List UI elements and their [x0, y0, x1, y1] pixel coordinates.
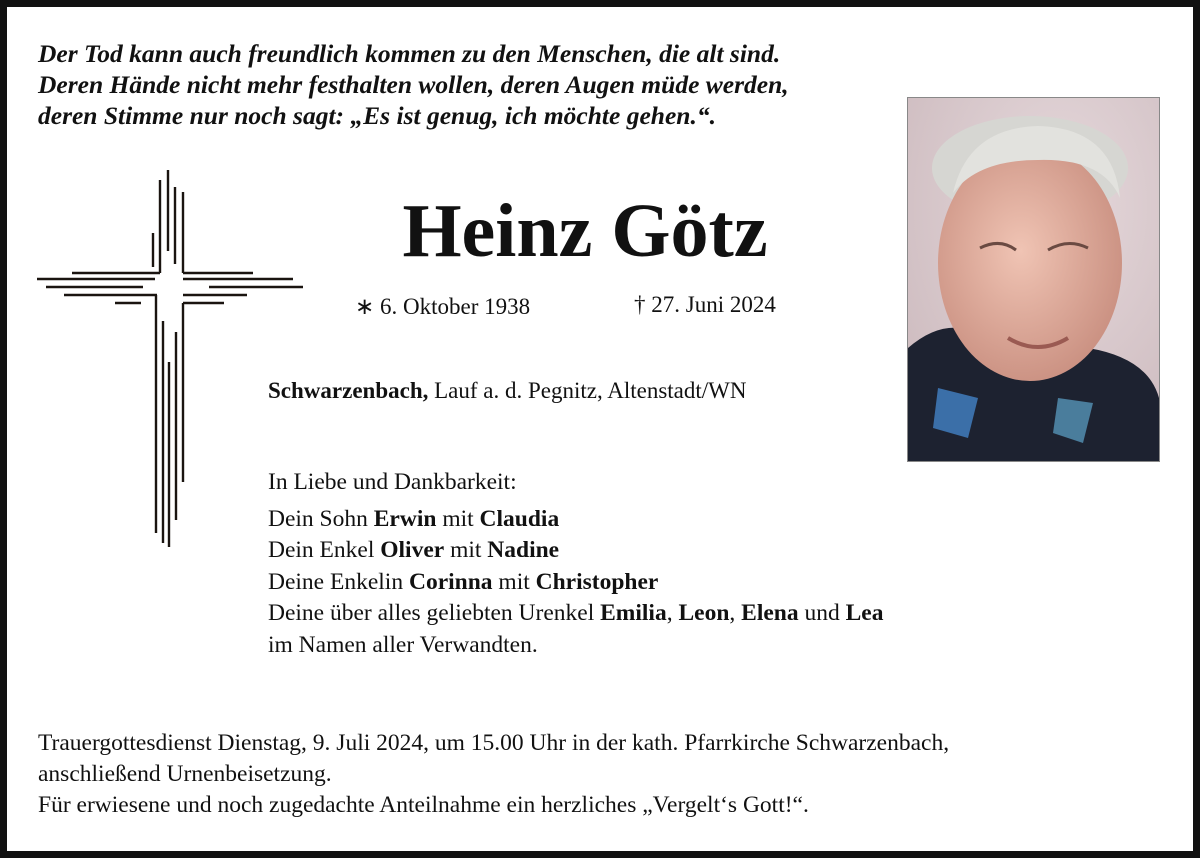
birth-date: ∗ 6. Oktober 1938: [355, 294, 531, 319]
family-text: mit: [492, 568, 536, 595]
family-text: ,: [666, 600, 679, 626]
place-main: Schwarzenbach,: [268, 378, 429, 403]
service-info: [38, 728, 949, 821]
family-text: Deine Enkelin: [268, 568, 409, 595]
family-line: [268, 535, 883, 567]
relative-name: Claudia: [479, 505, 560, 532]
family-line: [268, 504, 883, 536]
footer-line: Für erwiesene und noch zugedachte Anteilnahme ein herzliches „Vergelt‘s Gott!“.: [38, 792, 809, 818]
family-line: [268, 598, 883, 630]
relative-name: Erwin: [373, 505, 437, 532]
relative-name: Oliver: [380, 537, 445, 563]
relative-name: Elena: [741, 600, 799, 626]
place-rest: Lauf a. d. Pegnitz, Altenstadt/WN: [428, 378, 747, 403]
footer-line: anschließend Urnenbeisetzung.: [38, 761, 332, 787]
family-text: im Namen aller Verwandten.: [268, 631, 538, 658]
relative-name: Lea: [845, 600, 884, 626]
relative-name: Christopher: [535, 568, 659, 595]
family-line: [268, 567, 883, 599]
family-text: und: [798, 600, 846, 626]
family-text: mit: [444, 537, 488, 563]
quote-line: deren Stimme nur noch sagt: „Es ist genug, ich möchte gehen.“.: [38, 101, 716, 130]
family-text: Deine über alles geliebten Urenkel: [268, 600, 601, 626]
family-intro: In Liebe und Dankbarkeit:: [268, 469, 517, 495]
family-text: Dein Sohn: [268, 505, 374, 532]
family-text: ,: [729, 600, 742, 626]
quote-line: Der Tod kann auch freundlich kommen zu den Menschen, die alt sind.: [38, 39, 781, 68]
family-list: [268, 467, 883, 661]
deceased-name: Heinz Götz: [402, 189, 768, 273]
places: [268, 378, 746, 404]
death-date: † 27. Juni 2024: [634, 292, 776, 317]
relative-name: Leon: [678, 600, 730, 626]
relative-name: Emilia: [600, 600, 667, 626]
portrait-photo: [907, 97, 1160, 462]
quote-line: Deren Hände nicht mehr festhalten wollen, deren Augen müde werden,: [38, 70, 789, 99]
relative-name: Corinna: [408, 568, 493, 595]
relative-name: Nadine: [487, 537, 560, 563]
family-text: mit: [436, 505, 480, 532]
family-text: Dein Enkel: [268, 537, 381, 563]
footer-line: Trauergottesdienst Dienstag, 9. Juli 2024, um 15.00 Uhr in der kath. Pfarrkirche Schwarzenbach,: [38, 730, 950, 756]
family-line: [268, 630, 883, 662]
